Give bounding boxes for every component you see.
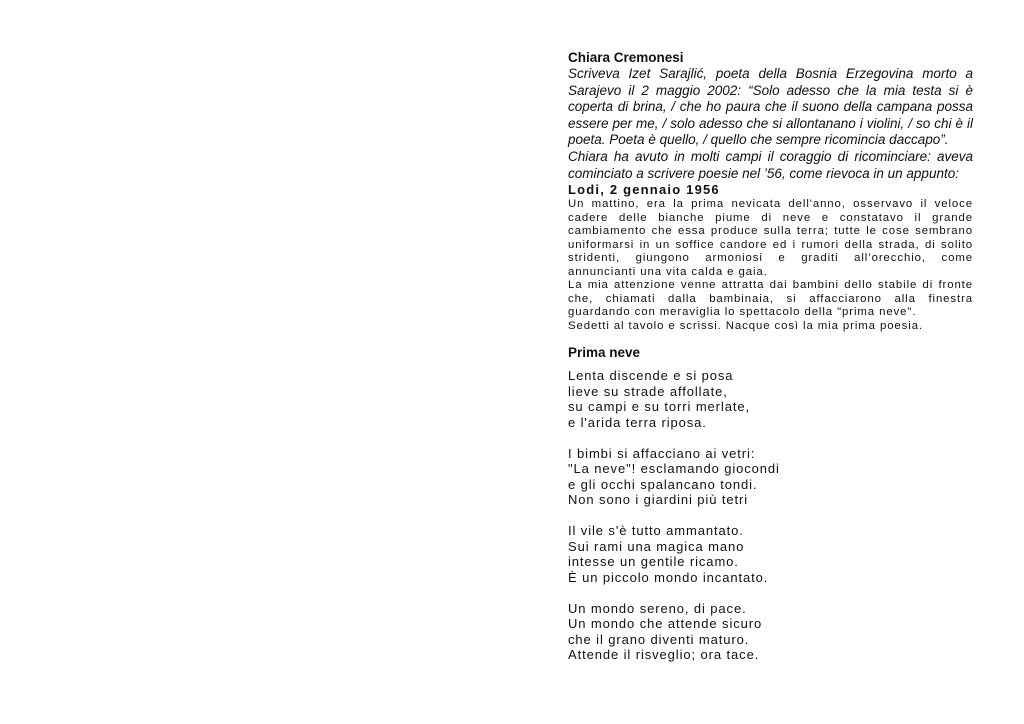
poem-line: Il vile s'è tutto ammantato. [568,523,744,539]
poem-line: Un mondo sereno, di pace. [568,600,747,616]
diary-paragraph: Sedetti al tavolo e scrissi. Nacque così la mia prima poesia. [568,319,923,332]
poem-line: Attende il risveglio; ora tace. [568,647,760,663]
diary-heading: Lodi, 2 gennaio 1956 [568,182,720,198]
poem-stanza [568,523,973,585]
diary-text [568,198,973,333]
diary-paragraph: La mia attenzione venne attratta dai bambini dello stabile di fronte che, chiamati dalla bambinaia, si affacciarono alla finestra guardando con meraviglia lo spettacolo della "prima neve". [568,279,973,319]
intro-text [568,66,973,182]
poem-line: intesse un gentile ricamo. [568,554,739,570]
poem [568,368,973,663]
poem-line: che il grano diventi maturo. [568,631,750,647]
poem-title: Prima neve [568,345,641,361]
intro-paragraph: Chiara ha avuto in molti campi il coraggio di ricominciare: aveva cominciato a scrivere poesie nel ’56, come rievoca in un appunto: [568,148,973,181]
diary-paragraph: Un mattino, era la prima nevicata dell'anno, osservavo il veloce cadere delle bianche piume di neve e constatavo il grande cambiamento che essa produce sulla terra; tutte le cose sembrano uniformarsi in un soffice candore ed i rumori della strada, di solito stridenti, giungono armoniosi e graditi all’orecchio, come annuncianti una vita calda e gaia. [568,198,973,278]
poem-line: e l'arida terra riposa. [568,414,707,430]
poem-stanza [568,446,973,508]
author-name: Chiara Cremonesi [568,50,684,65]
poem-line: Lenta discende e si posa [568,368,734,384]
poem-line: Non sono i giardini più tetri [568,492,749,508]
poem-line: Un mondo che attende sicuro [568,616,763,632]
poem-stanza [568,601,973,663]
poem-line: "La neve"! esclamando giocondi [568,461,780,477]
intro-paragraph: Scriveva Izet Sarajlić, poeta della Bosnia Erzegovina morto a Sarajevo il 2 maggio 2002: “Solo adesso che la mia testa si è coperta di brina, / che ho paura che il suono della campana possa essere per me, / solo adesso che si allontanano i violini, / so chi è il poeta. Poeta è quello, / quello che sempre ricomincia daccapo”. [568,66,973,148]
poem-line: lieve su strade affollate, [568,383,728,399]
right-page [568,50,973,678]
poem-line: È un piccolo mondo incantato. [568,569,769,585]
poem-line: su campi e su torri merlate, [568,399,750,415]
poem-line: I bimbi si affacciano ai vetri: [568,445,756,461]
poem-stanza [568,368,973,430]
poem-line: e gli occhi spalancano tondi. [568,476,758,492]
poem-line: Sui rami una magica mano [568,538,745,554]
